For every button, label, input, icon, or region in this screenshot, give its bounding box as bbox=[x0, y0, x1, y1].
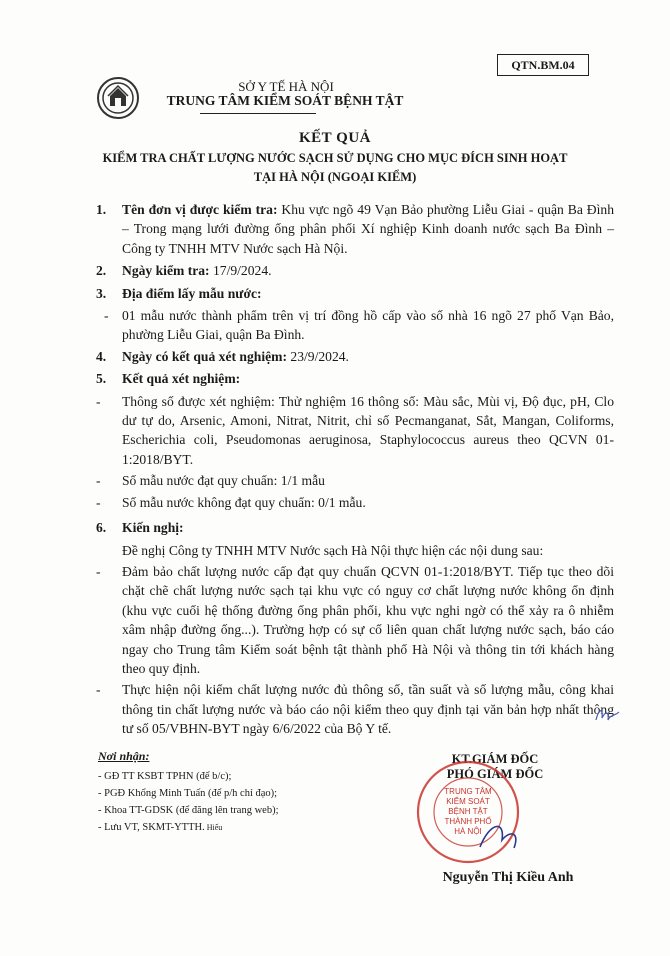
signer-name: Nguyễn Thị Kiều Anh bbox=[442, 870, 574, 885]
item-label: Ngày có kết quả xét nghiệm: bbox=[122, 348, 288, 364]
item-6-detail-1 bbox=[96, 562, 614, 678]
recipient-line: - GĐ TT KSBT TPHN (để b/c); bbox=[98, 771, 232, 782]
item-5-detail-3 bbox=[96, 493, 614, 512]
item-6 bbox=[96, 518, 614, 537]
item-2 bbox=[96, 261, 614, 280]
item-4 bbox=[96, 347, 614, 366]
recipient-note: Hiếu bbox=[206, 823, 223, 832]
item-label: Ngày kiểm tra: bbox=[122, 263, 210, 279]
item-label: Tên đơn vị được kiểm tra: bbox=[122, 202, 278, 217]
item-5-detail-2 bbox=[96, 471, 614, 490]
doc-title: KẾT QUẢ bbox=[299, 130, 371, 146]
hanoi-cdc-logo-icon bbox=[96, 76, 140, 120]
doc-subtitle-line1: KIỂM TRA CHẤT LƯỢNG NƯỚC SẠCH SỬ DỤNG CHO MỤC ĐÍCH SINH HOẠT bbox=[102, 151, 568, 165]
stamp-line: KIỂM SOÁT bbox=[446, 797, 490, 806]
item-5-detail-1 bbox=[96, 392, 614, 470]
item-text: Thông số được xét nghiệm: Thử nghiệm 16 thông số: Màu sắc, Mùi vị, Độ đục, pH, Clo dư tự do, Arsenic, Amoni, Nitrat, Nitrit, chỉ số Pecmanganat, Sắt, Mangan, Coliforms, Escherichia coli, Pseudomonas aeruginosa, Staphylococcus aureus theo QCVN 01-1:2018/BYT. bbox=[122, 393, 614, 467]
item-label: Kết quả xét nghiệm: bbox=[122, 371, 241, 387]
bullet-dash: - bbox=[96, 563, 101, 579]
bullet-dash: - bbox=[104, 308, 109, 324]
item-text: 01 mẫu nước thành phẩm trên vị trí đồng hồ cấp vào số nhà 16 ngõ 27 phố Vạn Bảo, phường Liễu Giai, quận Ba Đình. bbox=[122, 308, 614, 343]
official-red-stamp-icon bbox=[410, 752, 530, 872]
recipient-line: - PGĐ Khổng Minh Tuấn (để p/h chỉ đạo); bbox=[98, 788, 278, 799]
item-6-intro: Đề nghị Công ty TNHH MTV Nước sạch Hà Nội thực hiện các nội dung sau: bbox=[122, 542, 544, 558]
item-text: Đảm bảo chất lượng nước cấp đạt quy chuẩn QCVN 01-1:2018/BYT. Tiếp tục theo dõi chặt chẽ chất lượng nước sạch tại khu vực có nguy cơ chất lượng nước không ổn định (khu vực cuối hệ thống đường ống phân phối, khu vực nghi ngờ có thể xảy ra ô nhiễm xâm nhập đường ống...). Trường hợp có sự cố liên quan chất lượng nước sạch, báo cáo ngay cho Trung tâm Kiểm soát bệnh tật thành phố Hà Nội và thông tin tới khách hàng theo quy định. bbox=[122, 563, 614, 676]
stamp-line: HÀ NỘI bbox=[454, 827, 482, 836]
recipient-text: - Lưu VT, SKMT-YTTH. bbox=[98, 822, 205, 833]
doc-body bbox=[96, 200, 614, 741]
item-3 bbox=[96, 284, 614, 303]
item-text: 17/9/2024. bbox=[209, 263, 272, 279]
doc-subtitle-line2: TẠI HÀ NỘI (NGOẠI KIỂM) bbox=[253, 170, 417, 184]
bullet-dash: - bbox=[96, 494, 101, 510]
item-number: 5. bbox=[96, 371, 107, 387]
item-label: Địa điểm lấy mẫu nước: bbox=[122, 285, 262, 301]
org-parent: SỞ Y TẾ HÀ NỘI bbox=[238, 79, 334, 94]
recipient-line bbox=[98, 819, 358, 836]
item-6-detail-2 bbox=[96, 680, 614, 738]
bullet-dash: - bbox=[96, 682, 101, 698]
org-name: TRUNG TÂM KIỂM SOÁT BỆNH TẬT bbox=[166, 93, 404, 108]
signature-title-1: KT.GIÁM ĐỐC bbox=[451, 752, 539, 766]
signature-title-2: PHÓ GIÁM ĐỐC bbox=[446, 767, 544, 781]
item-text: Khu vực ngõ 49 Vạn Bảo phường Liễu Giai - quận Ba Đình – Trong mạng lưới đường ống phân phối Xí nghiệp Kinh doanh nước sạch Ba Đình – Công ty TNHH MTV Nước sạch Hà Nội. bbox=[122, 202, 614, 256]
stamp-line: THÀNH PHỐ bbox=[444, 817, 492, 826]
bullet-dash: - bbox=[96, 393, 101, 409]
form-code-box: QTN.BM.04 bbox=[497, 54, 589, 76]
item-text: Thực hiện nội kiểm chất lượng nước đủ thông số, tần suất và số lượng mẫu, công khai thông tin chất lượng nước và báo cáo nội kiểm theo quy định tại văn bản hợp nhất thông tư số 05/VBHN-BYT ngày 6/6/2022 của Bộ Y tế. bbox=[122, 682, 614, 737]
item-label: Kiến nghị: bbox=[122, 520, 184, 536]
stamp-line: BỆNH TẬT bbox=[448, 807, 488, 816]
recipient-line: - Khoa TT-GDSK (để đăng lên trang web); bbox=[98, 805, 279, 816]
item-text: Số mẫu nước đạt quy chuẩn: 1/1 mẫu bbox=[122, 473, 325, 489]
recipients-title: Nơi nhận: bbox=[98, 749, 150, 763]
bullet-dash: - bbox=[96, 473, 101, 489]
item-number: 1. bbox=[96, 202, 107, 217]
item-1 bbox=[96, 200, 614, 258]
item-5 bbox=[96, 369, 614, 388]
item-number: 4. bbox=[96, 348, 107, 364]
item-number: 3. bbox=[96, 285, 107, 301]
stamp-line: TRUNG TÂM bbox=[444, 787, 492, 796]
org-underline bbox=[200, 113, 316, 114]
item-number: 2. bbox=[96, 263, 107, 279]
item-3-detail bbox=[96, 306, 614, 345]
recipients-block bbox=[98, 748, 358, 836]
item-text: Số mẫu nước không đạt quy chuẩn: 0/1 mẫu. bbox=[122, 494, 366, 510]
item-number: 6. bbox=[96, 520, 107, 536]
initial-scribble-icon bbox=[593, 702, 623, 728]
item-text: 23/9/2024. bbox=[287, 348, 349, 364]
